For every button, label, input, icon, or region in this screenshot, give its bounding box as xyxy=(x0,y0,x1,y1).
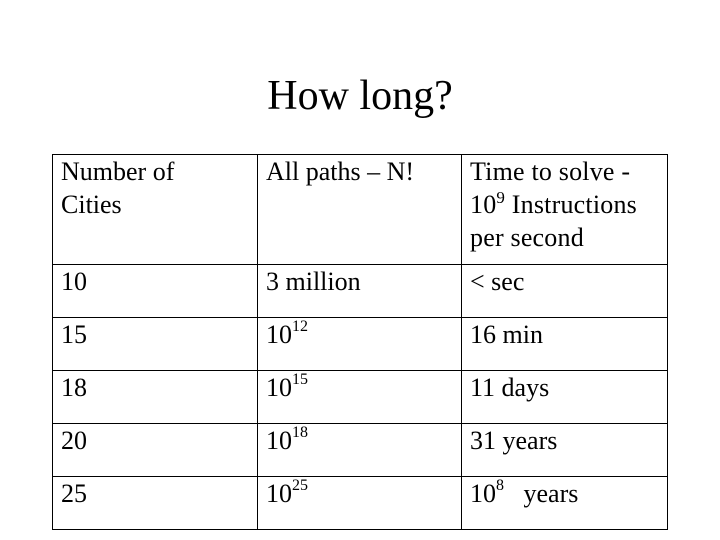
time-unit: years xyxy=(504,479,579,508)
cell-paths xyxy=(258,477,462,530)
paths-exp: 15 xyxy=(292,371,308,388)
cell-time: 31 years xyxy=(462,424,668,477)
header-row xyxy=(53,155,668,265)
cell-cities: 18 xyxy=(53,371,258,424)
header-time xyxy=(462,155,668,265)
paths-base: 10 xyxy=(266,426,292,455)
cell-paths xyxy=(258,371,462,424)
cell-time xyxy=(462,477,668,530)
cell-cities: 15 xyxy=(53,318,258,371)
cell-time: 11 days xyxy=(462,371,668,424)
header-time-exp: 9 xyxy=(496,188,506,207)
cell-paths xyxy=(258,318,462,371)
cell-cities: 20 xyxy=(53,424,258,477)
header-paths-label: All paths – N! xyxy=(266,157,415,186)
table-row xyxy=(53,265,668,318)
cell-cities: 25 xyxy=(53,477,258,530)
header-cities-line1: Number of xyxy=(61,157,175,186)
header-time-rest: Instructions xyxy=(505,190,637,219)
header-time-base: 10 xyxy=(470,190,497,219)
table-row xyxy=(53,318,668,371)
paths-exp: 12 xyxy=(292,318,308,335)
cell-cities: 10 xyxy=(53,265,258,318)
time-base: 10 xyxy=(470,479,496,508)
paths-base: 10 xyxy=(266,320,292,349)
cell-paths xyxy=(258,424,462,477)
time-exp: 8 xyxy=(496,477,504,494)
header-cities xyxy=(53,155,258,265)
table-row xyxy=(53,424,668,477)
paths-base: 10 xyxy=(266,479,292,508)
header-paths xyxy=(258,155,462,265)
table-row xyxy=(53,371,668,424)
header-time-line1: Time to solve - xyxy=(470,157,631,186)
cell-time: < sec xyxy=(462,265,668,318)
cell-time: 16 min xyxy=(462,318,668,371)
cell-paths: 3 million xyxy=(258,265,462,318)
complexity-table xyxy=(52,154,668,530)
paths-base: 10 xyxy=(266,373,292,402)
paths-exp: 18 xyxy=(292,424,308,441)
header-time-line3: per second xyxy=(470,223,584,252)
slide-title: How long? xyxy=(267,73,453,119)
paths-exp: 25 xyxy=(292,477,308,494)
header-cities-line2: Cities xyxy=(61,190,122,219)
table-row xyxy=(53,477,668,530)
